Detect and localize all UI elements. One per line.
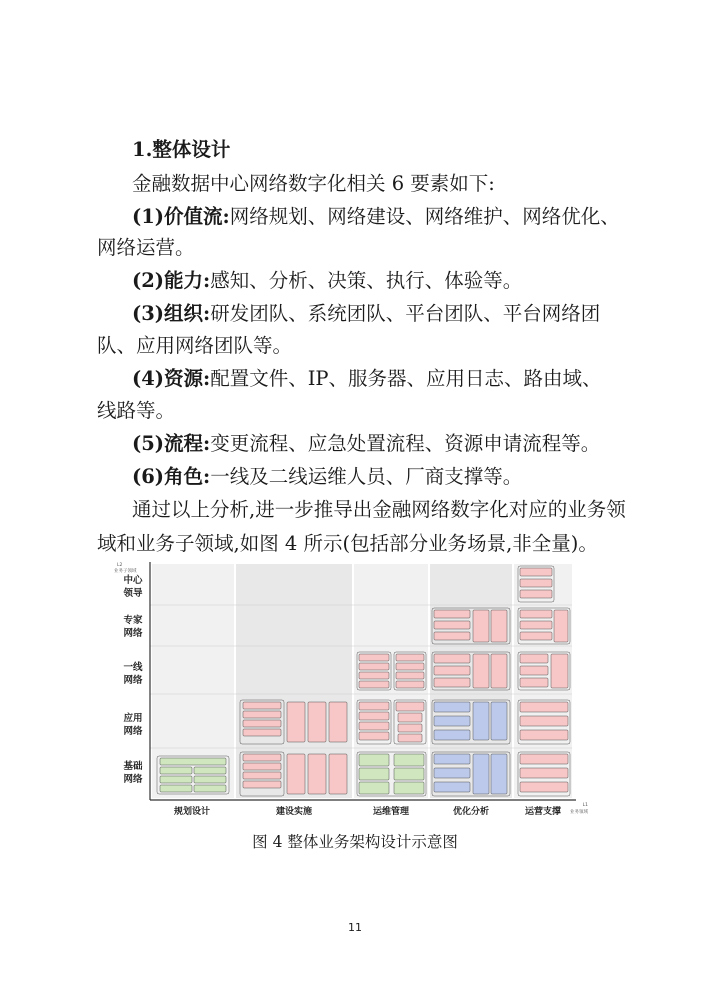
scenario-box (520, 716, 568, 726)
y-axis-code: L2 (117, 563, 123, 568)
item-2-text: 感知、分析、决策、执行、体验等。 (210, 269, 523, 292)
item-4-line-2: 线路等。 (97, 399, 176, 422)
y-axis-title: 业务子领域 (114, 569, 137, 574)
scenario-box (396, 681, 424, 688)
scenario-box (394, 768, 424, 780)
scenario-box (434, 678, 470, 687)
scenario-box (434, 716, 470, 726)
scenario-box (243, 772, 281, 779)
row-labels (122, 574, 143, 785)
figure-caption: 图 4 整体业务架构设计示意图 (252, 833, 458, 851)
x-axis-code: L1 (582, 803, 588, 808)
scenario-box (243, 702, 281, 709)
scenario-box (243, 763, 281, 770)
scenario-box (359, 681, 389, 688)
scenario-box (394, 754, 424, 766)
scenario-box (160, 785, 192, 792)
scenario-box (473, 610, 489, 642)
scenario-box (308, 754, 326, 794)
scenario-box (520, 768, 568, 778)
item-3-line-1 (132, 300, 600, 328)
scenario-box (520, 632, 552, 640)
scenario-box (194, 776, 226, 783)
scenario-box (398, 724, 422, 732)
scenario-box (520, 610, 552, 618)
scenario-box (398, 734, 422, 742)
scenario-box (434, 654, 470, 663)
column-labels (173, 805, 562, 817)
scenario-box (520, 579, 552, 587)
scenario-box (491, 654, 507, 688)
scenario-box (434, 730, 470, 740)
row-label-front-2: 网络 (123, 675, 143, 686)
scenario-box (520, 654, 548, 663)
scenario-box (434, 768, 470, 778)
scenario-box (473, 702, 489, 740)
scenario-box (243, 711, 281, 718)
col-label-ops: 运维管理 (372, 807, 410, 817)
scenario-box (359, 732, 389, 740)
scenario-box (287, 754, 305, 794)
scenario-box (287, 702, 305, 742)
scenario-box (520, 782, 568, 792)
scenario-box (160, 758, 226, 765)
item-6-line (132, 463, 522, 491)
scenario-box (359, 722, 389, 730)
item-1-line-1 (132, 203, 620, 231)
scenario-box (243, 720, 281, 727)
scenario-box (194, 767, 226, 774)
scenario-box (359, 754, 389, 766)
col-label-operation: 运营支撑 (524, 807, 562, 817)
row-label-base-1: 基础 (123, 761, 143, 772)
scenario-box (434, 621, 470, 629)
business-architecture-figure (110, 560, 588, 822)
scenario-box (551, 654, 568, 688)
scenario-box (243, 729, 281, 736)
scenario-box (520, 678, 548, 687)
scenario-box (359, 702, 389, 710)
scenario-box (520, 730, 568, 740)
item-6-text: 一线及二线运维人员、厂商支撑等。 (210, 465, 523, 488)
scenario-box (396, 654, 424, 661)
scenario-box (160, 767, 192, 774)
scenario-box (473, 654, 489, 688)
scenario-box (329, 754, 347, 794)
item-2-line (132, 267, 522, 295)
section-heading: 1.整体设计 (132, 138, 231, 161)
item-1-label: (1)价值流: (132, 205, 230, 228)
scenario-box (160, 776, 192, 783)
scenario-box (491, 754, 507, 794)
item-1-line-2: 网络运营。 (97, 236, 195, 259)
col-label-optimize: 优化分析 (452, 807, 490, 817)
scenario-box (554, 610, 568, 642)
scenario-box (434, 782, 470, 792)
scenario-box (243, 781, 281, 788)
scenario-box (520, 754, 568, 764)
item-5-line (132, 430, 600, 458)
scenario-box (359, 672, 389, 679)
scenario-box (396, 663, 424, 670)
scenario-box (520, 590, 552, 598)
item-5-text: 变更流程、应急处置流程、资源申请流程等。 (210, 432, 601, 455)
scenario-box (359, 712, 389, 720)
row-label-expert-1: 专家 (123, 615, 143, 626)
item-6-label: (6)角色: (132, 465, 211, 488)
scenario-box (520, 702, 568, 712)
scenario-box (243, 754, 281, 761)
row-label-base-2: 网络 (123, 774, 143, 785)
scenario-box (194, 785, 226, 792)
scenario-box (396, 672, 424, 679)
item-3-line-2: 队、应用网络团队等。 (97, 334, 293, 357)
item-4-line-1 (132, 365, 602, 393)
scenario-box (394, 782, 424, 794)
item-2-label: (2)能力: (132, 269, 211, 292)
scenario-box (491, 610, 507, 642)
page-number: 11 (348, 921, 362, 934)
scenario-box (396, 702, 424, 711)
item-5-label: (5)流程: (132, 432, 211, 455)
scenario-box (520, 568, 552, 576)
row-label-expert-2: 网络 (123, 628, 143, 639)
scenario-box (359, 654, 389, 661)
intro-line: 金融数据中心网络数字化相关 6 要素如下: (132, 172, 495, 195)
scenario-box (434, 666, 470, 675)
scenario-box (473, 754, 489, 794)
scenario-box (434, 754, 470, 764)
item-3-label: (3)组织: (132, 302, 211, 325)
scenario-box (359, 663, 389, 670)
row-label-app-2: 网络 (123, 726, 143, 737)
scenario-box (520, 666, 548, 675)
row-label-leader-2: 领导 (123, 588, 143, 599)
row-label-leader-1: 中心 (123, 575, 143, 586)
scenario-box (491, 702, 507, 740)
scenario-box (434, 632, 470, 640)
row-label-app-1: 应用 (123, 713, 143, 724)
col-label-build: 建设实施 (275, 807, 313, 817)
scenario-box (308, 702, 326, 742)
item-1-text: 网络规划、网络建设、网络维护、网络优化、 (229, 205, 620, 228)
scenario-box (398, 713, 422, 722)
x-axis-title: 业务领域 (570, 810, 588, 815)
scenario-box (520, 621, 552, 629)
scenario-box (434, 610, 470, 618)
scenario-box (434, 702, 470, 712)
item-3-text: 研发团队、系统团队、平台团队、平台网络团 (210, 302, 601, 325)
item-4-text: 配置文件、IP、服务器、应用日志、路由域、 (210, 367, 602, 390)
scenario-box (359, 782, 389, 794)
scenario-box (329, 702, 347, 742)
scenario-box (359, 768, 389, 780)
item-4-label: (4)资源: (132, 367, 211, 390)
col-label-planning: 规划设计 (173, 807, 211, 817)
row-label-front-1: 一线 (123, 662, 143, 673)
summary-line-2: 域和业务子领域,如图 4 所示(包括部分业务场景,非全量)。 (97, 532, 598, 555)
summary-line-1: 通过以上分析,进一步推导出金融网络数字化对应的业务领 (132, 498, 626, 521)
